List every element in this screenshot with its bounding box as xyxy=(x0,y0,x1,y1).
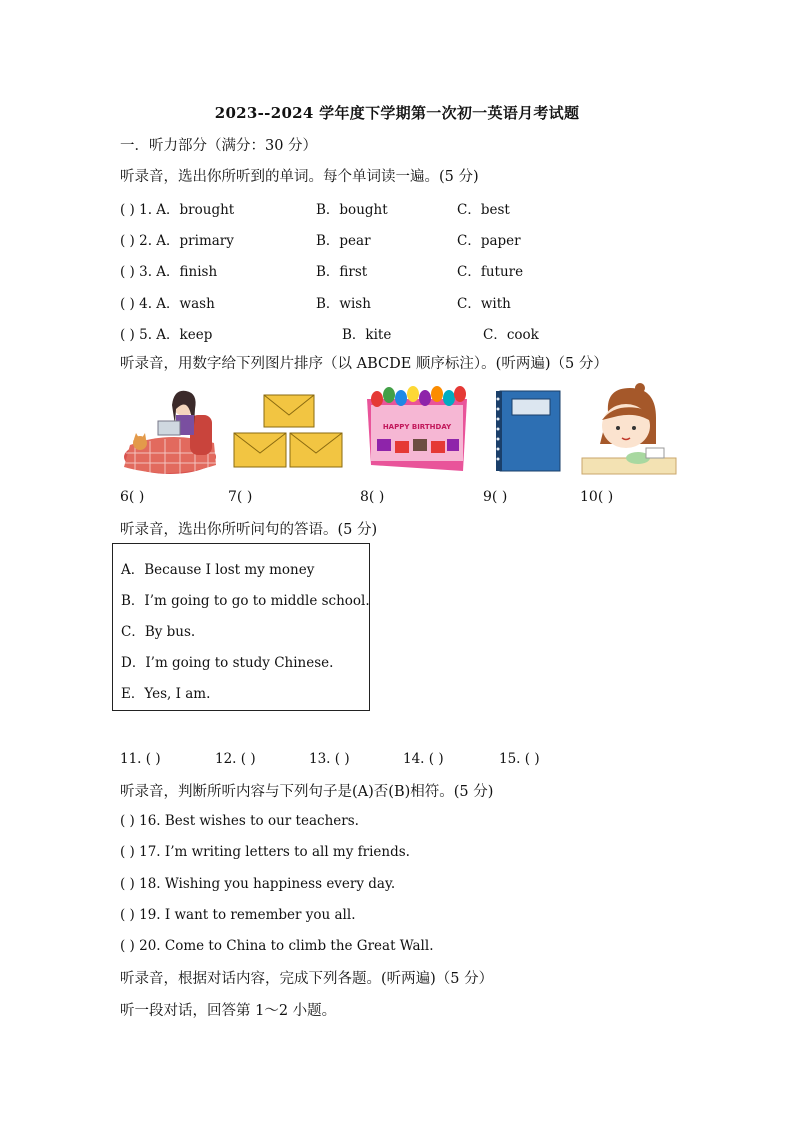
question-option-a: ( ) 5. A．keep xyxy=(120,327,213,343)
question-option-c: C．cook xyxy=(483,327,539,343)
answer-blanks xyxy=(120,751,600,771)
part4-instruction: 听录音，判断所听内容与下列句子是(A)否(B)相符。(5 分) xyxy=(120,784,494,800)
question-option-b: B．first xyxy=(316,264,368,280)
question-option-a: ( ) 2. A．primary xyxy=(120,233,234,249)
question-option-b: B．kite xyxy=(342,327,392,343)
question-option-b: B．pear xyxy=(316,233,371,249)
part3-instruction: 听录音，选出你所听问句的答语。(5 分) xyxy=(120,522,378,538)
picture-label: 10( ) xyxy=(580,489,614,505)
picture-label: 6( ) xyxy=(120,489,145,505)
notebook-picture xyxy=(494,387,562,473)
picture-label: 7( ) xyxy=(228,489,253,505)
answer-blank: 14. ( ) xyxy=(403,751,444,767)
section-heading: 一．听力部分（满分：30 分） xyxy=(120,138,318,154)
answer-options-box xyxy=(112,543,370,711)
judgement-item: ( ) 20. Come to China to climb the Great Wall. xyxy=(120,938,434,954)
question-option-c: C．future xyxy=(457,264,524,280)
girl-writing-picture xyxy=(578,382,678,476)
card-text: HAPPY BIRTHDAY xyxy=(382,423,452,431)
question-option-c: C．best xyxy=(457,202,510,218)
part5-subinstruction: 听一段对话，回答第 1～2 小题。 xyxy=(120,1003,337,1019)
judgement-item: ( ) 19. I want to remember you all. xyxy=(120,907,356,923)
question-option-a: ( ) 3. A．finish xyxy=(120,264,218,280)
picture-label: 9( ) xyxy=(483,489,508,505)
judgement-item: ( ) 17. I’m writing letters to all my friends. xyxy=(120,844,410,860)
answer-blank: 11. ( ) xyxy=(120,751,161,767)
answer-option: C．By bus. xyxy=(121,624,196,640)
answer-option: D．I’m going to study Chinese. xyxy=(121,655,334,671)
question-option-c: C．paper xyxy=(457,233,521,249)
picture-labels xyxy=(120,489,680,509)
answer-option: E．Yes, I am. xyxy=(121,686,211,702)
envelope-icon xyxy=(264,395,314,427)
question-option-a: ( ) 4. A．wash xyxy=(120,296,215,312)
answer-option: B．I’m going to go to middle school. xyxy=(121,593,370,609)
question-option-a: ( ) 1. A．brought xyxy=(120,202,235,218)
judgement-item: ( ) 16. Best wishes to our teachers. xyxy=(120,813,359,829)
answer-option: A．Because I lost my money xyxy=(121,562,315,578)
envelope-icon xyxy=(290,433,342,467)
part5-instruction: 听录音，根据对话内容，完成下列各题。(听两遍)（5 分） xyxy=(120,971,494,987)
picture-label: 8( ) xyxy=(360,489,385,505)
page-title: 2023--2024 学年度下学期第一次初一英语月考试题 xyxy=(214,104,580,122)
part1-instruction: 听录音，选出你所听到的单词。每个单词读一遍。(5 分) xyxy=(120,169,479,185)
birthday-card-picture xyxy=(363,385,471,471)
question-option-b: B．bought xyxy=(316,202,388,218)
answer-blank: 12. ( ) xyxy=(215,751,256,767)
envelopes-picture xyxy=(232,393,344,469)
question-option-b: B．wish xyxy=(316,296,371,312)
part2-instruction: 听录音，用数字给下列图片排序（以 ABCDE 顺序标注）。(听两遍)（5 分） xyxy=(120,356,608,372)
envelope-icon xyxy=(234,433,286,467)
answer-blank: 13. ( ) xyxy=(309,751,350,767)
girl-laptop-picture xyxy=(120,385,218,477)
question-option-c: C．with xyxy=(457,296,511,312)
judgement-item: ( ) 18. Wishing you happiness every day. xyxy=(120,876,396,892)
answer-blank: 15. ( ) xyxy=(499,751,540,767)
